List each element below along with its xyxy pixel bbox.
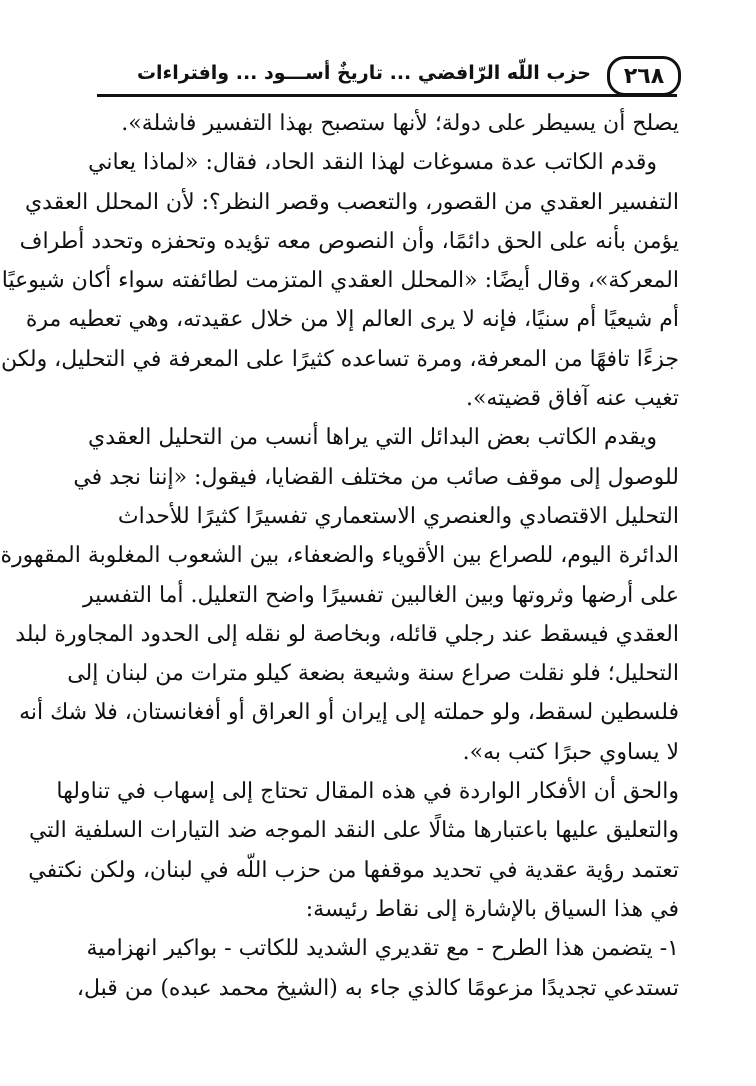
paragraph bbox=[0, 143, 679, 418]
text-line: في هذا السياق بالإشارة إلى نقاط رئيسة: bbox=[305, 896, 679, 922]
text-line: جزءًا تافهًا من المعرفة، ومرة تساعده كثيرًا على المعرفة في التحليل، ولكن bbox=[0, 346, 679, 372]
text-line: لا يساوي حبرًا كتب به». bbox=[462, 739, 679, 765]
text-line: والتعليق عليها باعتبارها مثالًا على النقد الموجه ضد التيارات السلفية التي bbox=[28, 818, 679, 844]
text-line: ويقدم الكاتب بعض البدائل التي يراها أنسب من التحليل العقدي bbox=[88, 425, 657, 451]
paragraph bbox=[76, 929, 679, 1008]
text-line: التحليل الاقتصادي والعنصري الاستعماري تفسيرًا كثيرًا للأحداث bbox=[117, 503, 679, 529]
text-line: أم شيعيًا أم سنيًا، فإنه لا يرى العالم إلا من خلال عقيدته، وهي تعطيه مرة bbox=[25, 307, 679, 333]
text-line: فلسطين لسقط، ولو حملته إلى إيران أو العراق أو أفغانستان، فلا شك أنه bbox=[19, 700, 679, 726]
text-line: يصلح أن يسيطر على دولة؛ لأنها ستصبح بهذا التفسير فاشلة». bbox=[121, 111, 679, 136]
text-line: يؤمن بأنه على الحق دائمًا، وأن النصوص معه تؤيده وتحفزه وتحدد أطراف bbox=[19, 228, 679, 254]
text-line: تستدعي تجديدًا مزعومًا كالذي جاء به (الشيخ محمد عبده) من قبل، bbox=[76, 975, 679, 1001]
page-number-text: ٢٦٨ bbox=[623, 63, 665, 89]
paragraph bbox=[0, 418, 679, 772]
body-text bbox=[0, 104, 679, 1008]
text-line: ١- يتضمن هذا الطرح - مع تقديري الشديد للكاتب - بواكير انهزامية bbox=[86, 936, 679, 962]
text-line: التفسير العقدي من القصور، والتعصب وقصر النظر؟: لأن المحلل العقدي bbox=[24, 189, 679, 215]
text-line: تعتمد رؤية عقدية في تحديد موقفها من حزب اللّه في لبنان، ولكن نكتفي bbox=[28, 857, 679, 883]
paragraph bbox=[97, 104, 679, 143]
text-line: تغيب عنه آفاق قضيته». bbox=[465, 386, 679, 412]
page-number bbox=[607, 56, 681, 96]
text-line: على أرضها وثروتها وبين الغالبين تفسيرًا واضح التعليل. أما التفسير bbox=[82, 582, 679, 608]
page-header bbox=[97, 54, 677, 97]
text-line: الدائرة اليوم، للصراع بين الأقوياء والضعفاء، بين الشعوب المغلوبة المقهورة bbox=[0, 543, 679, 569]
paragraph bbox=[28, 772, 679, 929]
text-line: وقدم الكاتب عدة مسوغات لهذا النقد الحاد، فقال: «لماذا يعاني bbox=[88, 150, 657, 176]
text-line: التحليل؛ فلو نقلت صراع سنة وشيعة بضعة كيلو مترات من لبنان إلى bbox=[67, 661, 679, 687]
running-title: حزب اللّه الرّافضي ... تاريخٌ أســـود ... وافتراءات bbox=[136, 62, 591, 84]
text-line: للوصول إلى موقف صائب من مختلف القضايا، فيقول: «إننا نجد في bbox=[73, 464, 679, 490]
text-line: والحق أن الأفكار الواردة في هذه المقال تحتاج إلى إسهاب في تناولها bbox=[56, 779, 679, 805]
text-line: المعركة»، وقال أيضًا: «المحلل العقدي المتزمت لطائفته سواء أكان شيوعيًا bbox=[1, 268, 679, 294]
text-line: العقدي فيسقط عند رجلي قائله، وبخاصة لو نقله إلى الحدود المجاورة لبلد bbox=[15, 621, 679, 647]
